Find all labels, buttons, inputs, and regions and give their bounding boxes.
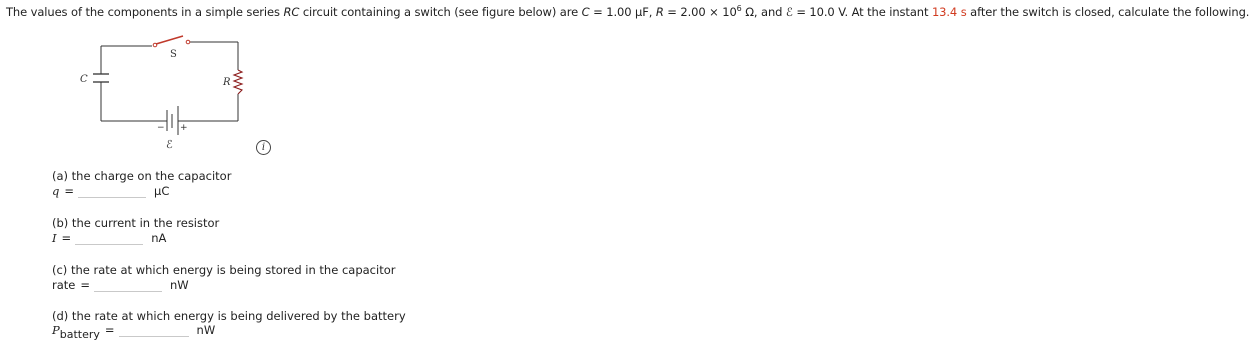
part-d-unit: nW (196, 323, 216, 337)
battery-symbol (167, 106, 178, 135)
part-b-answer-row: I = nA (52, 231, 167, 245)
part-c-answer-row: rate = nW (52, 278, 189, 292)
switch-label: S (170, 49, 177, 60)
part-a-label: (a) the charge on the capacitor (52, 169, 232, 183)
part-a-answer-row: q = μC (52, 184, 170, 198)
circuit-figure (0, 0, 300, 160)
current-answer-input[interactable] (75, 231, 143, 245)
problem-statement: The values of the components in a simple series RC circuit containing a switch (see figure below) are C = 1.00 μF, $R = 2.00 \times 10^6$ Ω, and ℰ = 10.0 V. At the instant 13.4 s after the switch is closed, calculate the following. (6, 4, 1249, 19)
emf-label: ℰ (166, 138, 173, 151)
battery-plus-label: + (180, 123, 188, 133)
capacitor-label: C (80, 74, 88, 85)
charge-answer-input[interactable] (78, 184, 146, 198)
time-value: 13.4 s (931, 4, 967, 19)
part-c-unit: nW (170, 278, 189, 292)
part-c-label: (c) the rate at which energy is being stored in the capacitor (52, 263, 396, 277)
battery-power-answer-input[interactable] (119, 323, 189, 337)
part-c-variable: rate (52, 278, 76, 292)
info-icon[interactable]: i (256, 140, 271, 155)
capacitor-symbol (93, 74, 109, 82)
part-d-answer-row: Pbattery = nW (52, 323, 216, 341)
part-b-variable: I (52, 231, 57, 245)
part-b-unit: nA (151, 231, 167, 245)
part-a-unit: μC (154, 184, 170, 198)
resistor-label: R (223, 77, 231, 88)
part-b-label: (b) the current in the resistor (52, 216, 220, 230)
battery-minus-label: − (157, 123, 165, 133)
switch-symbol (153, 36, 190, 47)
part-d-label: (d) the rate at which energy is being delivered by the battery (52, 309, 406, 323)
part-a-variable: q (52, 184, 60, 198)
resistor-symbol (234, 70, 242, 94)
storage-rate-answer-input[interactable] (94, 278, 162, 292)
part-d-variable: Pbattery (52, 323, 100, 341)
